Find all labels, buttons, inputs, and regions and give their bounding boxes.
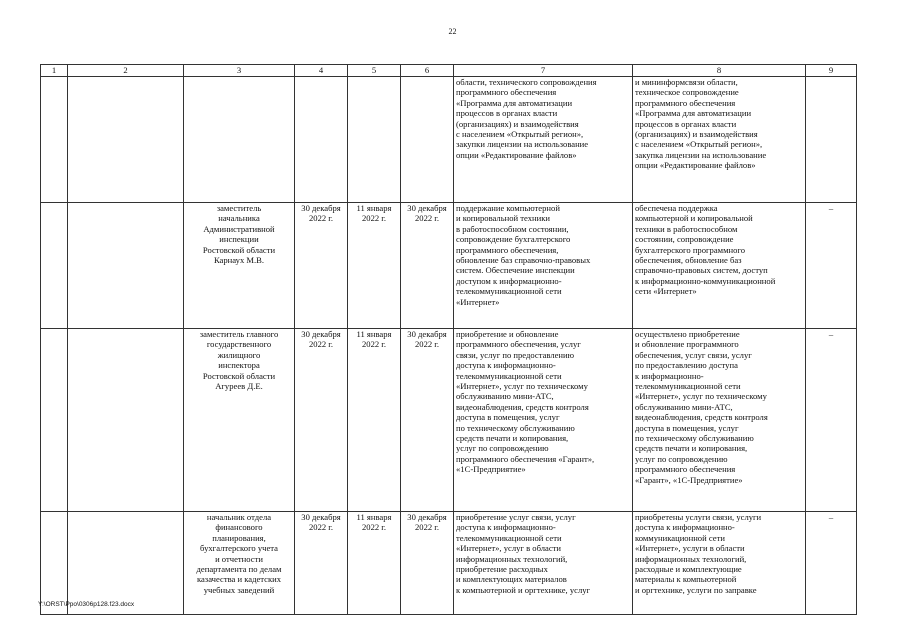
cell-line: казачества и кадетских (196, 574, 282, 585)
cell-line: обслуживанию мини-АТС, (456, 391, 554, 402)
cell-line: по техническому обслуживанию (635, 433, 754, 444)
table-cell-col5 (348, 329, 401, 512)
cell-line: обновление баз справочно-правовых (456, 255, 591, 266)
cell-line: к информационно- (635, 370, 704, 381)
cell-line: (организациях) и взаимодействия (456, 118, 579, 129)
cell-line: доступом к информационно- (456, 275, 562, 286)
table-cell-col7 (454, 329, 633, 512)
cell-line: программного обеспечения, услуг (456, 339, 581, 350)
table-cell-col7 (454, 77, 633, 203)
page-number: 22 (448, 27, 457, 36)
cell-line: приобретены услуги связи, услуги (635, 512, 762, 522)
table-row (41, 329, 857, 512)
table-cell-col9 (806, 77, 857, 203)
cell-line: государственного (206, 339, 272, 350)
table-cell-col4 (295, 203, 348, 329)
cell-line: и оргтехнике, услуги по заправке (635, 584, 757, 595)
cell-line: 2022 г. (361, 213, 387, 224)
cell-line: справочно-правовых систем, доступ (635, 265, 768, 276)
cell-line: закупка лицензии на использование (635, 149, 767, 160)
cell-line: 30 декабря (301, 203, 341, 213)
cell-line: видеонаблюдения, средств контроля (456, 401, 589, 412)
cell-line: начальник отдела (206, 512, 272, 522)
cell-line: (организациях) и взаимодействия (635, 129, 758, 140)
cell-line: и копировальной техники (456, 213, 550, 224)
table-cell-col9: – (806, 512, 857, 615)
cell-line: информационных технологий, (456, 553, 568, 564)
cell-line: 2022 г. (414, 522, 440, 533)
column-header-3: 3 (184, 65, 295, 77)
cell-line: видеонаблюдения, средств контроля (635, 412, 768, 423)
cell-line: 11 января (356, 203, 392, 213)
table-cell-col5 (348, 77, 401, 203)
table-cell-col6 (401, 77, 454, 203)
table-cell-col8 (633, 77, 806, 203)
cell-line: процессов в органах власти (456, 108, 558, 119)
cell-line: техники в работоспособном (635, 223, 738, 234)
cell-line: техническое сопровождение (635, 87, 739, 98)
cell-line: и мининформсвязи области, (635, 77, 738, 87)
cell-line: с населением «Открытый регион», (635, 139, 763, 150)
table-cell-col4 (295, 77, 348, 203)
cell-line: 30 декабря (407, 329, 447, 339)
cell-line: «Интернет» (456, 296, 500, 307)
cell-line: учебных заведений (203, 584, 275, 595)
cell-line: Административной (203, 223, 275, 234)
table-cell-col3 (184, 329, 295, 512)
cell-line: приобретение расходных (456, 564, 548, 575)
cell-line: и обновление программного (635, 339, 739, 350)
table-cell-col2 (68, 77, 184, 203)
cell-line: «Программа для автоматизации (635, 108, 752, 119)
cell-line: 30 декабря (301, 512, 341, 522)
cell-line: 2022 г. (361, 522, 387, 533)
table-cell-col6 (401, 329, 454, 512)
table-cell-col6 (401, 203, 454, 329)
table-cell-col8 (633, 203, 806, 329)
cell-line: опции «Редактирование файлов» (635, 160, 756, 171)
table-cell-col3 (184, 203, 295, 329)
cell-line: телекоммуникационной сети (635, 381, 741, 392)
table-cell-col4 (295, 512, 348, 615)
cell-line: по техническому обслуживанию (456, 422, 575, 433)
cell-line: обеспечена поддержка (635, 203, 718, 213)
table-row (41, 77, 857, 203)
table-cell-col9: – (806, 329, 857, 512)
cell-line: 2022 г. (308, 213, 334, 224)
cell-line: Ростовской области (202, 370, 276, 381)
report-table (40, 64, 857, 615)
cell-line: средств печати и копирования, (635, 443, 748, 454)
cell-line: опции «Редактирование файлов» (456, 149, 577, 160)
cell-line: доступа в помещения, услуг (635, 422, 739, 433)
cell-line: бухгалтерского учета (200, 543, 278, 554)
cell-line: финансового (215, 522, 263, 533)
cell-line: 30 декабря (407, 512, 447, 522)
cell-line: систем. Обеспечение инспекции (456, 265, 575, 276)
table-cell-col5 (348, 512, 401, 615)
table-row (41, 203, 857, 329)
cell-line: «Интернет», услуг в области (456, 543, 562, 554)
cell-line: услуг по сопровождению (635, 453, 728, 464)
table-cell-col7 (454, 203, 633, 329)
cell-line: Ростовской области (202, 244, 276, 255)
cell-line: доступа к информационно- (456, 360, 556, 371)
column-header-1: 1 (41, 65, 68, 77)
cell-line: Агуреев Д.Е. (215, 381, 263, 392)
cell-line: Карнаух М.В. (213, 255, 265, 266)
cell-line: телекоммуникационной сети (456, 370, 562, 381)
cell-line: материалы к компьютерной (635, 574, 737, 585)
cell-line: «Интернет», услуги в области (635, 543, 745, 554)
cell-line: обслуживанию мини-АТС, (635, 401, 733, 412)
cell-line: связи, услуг по предоставлению (456, 349, 575, 360)
cell-line: обеспечения, услуг связи, услуг (635, 349, 752, 360)
cell-line: программного обеспечения (456, 87, 557, 98)
cell-line: и отчетности (215, 553, 263, 564)
table-cell-col1 (41, 329, 68, 512)
column-header-8: 8 (633, 65, 806, 77)
cell-line: доступа к информационно- (456, 522, 556, 533)
cell-line: программного обеспечения (635, 97, 736, 108)
table-cell-col9: – (806, 203, 857, 329)
cell-line: поддержание компьютерной (456, 203, 560, 213)
cell-line: заместитель (216, 203, 262, 213)
cell-line: информационных технологий, (635, 553, 747, 564)
cell-line: «Интернет», услуг по техническому (635, 391, 767, 402)
cell-line: 11 января (356, 512, 392, 522)
column-header-6: 6 (401, 65, 454, 77)
column-header-9: 9 (806, 65, 857, 77)
table-cell-col8 (633, 512, 806, 615)
cell-line: к информационно-коммуникационной (635, 275, 776, 286)
column-header-2: 2 (68, 65, 184, 77)
cell-line: «1С-Предприятие» (456, 464, 526, 475)
cell-line: программного обеспечения «Гарант», (456, 453, 595, 464)
cell-line: доступа к информационно- (635, 522, 735, 533)
cell-line: 2022 г. (361, 339, 387, 350)
cell-line: коммуникационной сети (635, 532, 725, 543)
cell-line: с населением «Открытый регион», (456, 129, 584, 140)
cell-line: бухгалтерского программного (635, 244, 746, 255)
cell-line: «Гарант», «1С-Предприятие» (635, 474, 743, 485)
cell-line: жилищного (217, 349, 261, 360)
cell-line: программного обеспечения (635, 464, 736, 475)
table-cell-col4 (295, 329, 348, 512)
table-cell-col1 (41, 203, 68, 329)
cell-line: услуг по сопровождению (456, 443, 549, 454)
table-cell-col2 (68, 329, 184, 512)
header-row (41, 65, 857, 77)
cell-line: расходные и комплектующие (635, 564, 742, 575)
table-cell-col3 (184, 512, 295, 615)
cell-line: средств печати и копирования, (456, 433, 569, 444)
cell-line: начальника (218, 213, 260, 224)
cell-line: «Программа для автоматизации (456, 97, 573, 108)
cell-line: к компьютерной и оргтехнике, услуг (456, 584, 591, 595)
cell-line: 11 января (356, 329, 392, 339)
cell-line: телекоммуникационной сети (456, 286, 562, 297)
cell-line: инспектора (218, 360, 260, 371)
cell-line: «Интернет», услуг по техническому (456, 381, 588, 392)
table-cell-col6 (401, 512, 454, 615)
table-cell-col2 (68, 512, 184, 615)
cell-line: приобретение услуг связи, услуг (456, 512, 576, 522)
cell-line: департамента по делам (196, 564, 282, 575)
table-cell-col3 (184, 77, 295, 203)
cell-line: 2022 г. (414, 213, 440, 224)
table-cell-col5 (348, 203, 401, 329)
table-row (41, 512, 857, 615)
cell-line: и комплектующих материалов (456, 574, 567, 585)
cell-line: инспекции (219, 234, 259, 245)
column-header-7: 7 (454, 65, 633, 77)
table-cell-col2 (68, 203, 184, 329)
cell-line: приобретение и обновление (456, 329, 559, 339)
cell-line: 30 декабря (407, 203, 447, 213)
cell-line: компьютерной и копировальной (635, 213, 753, 224)
table-cell-col7 (454, 512, 633, 615)
cell-line: телекоммуникационной сети (456, 532, 562, 543)
column-header-5: 5 (348, 65, 401, 77)
cell-line: процессов в органах власти (635, 118, 737, 129)
cell-line: осуществлено приобретение (635, 329, 740, 339)
cell-line: программного обеспечения, (456, 244, 559, 255)
cell-line: в работоспособном состоянии, (456, 223, 569, 234)
cell-line: 2022 г. (308, 339, 334, 350)
cell-line: сети «Интернет» (635, 286, 697, 297)
table-body (41, 77, 857, 615)
cell-line: области, технического сопровождения (456, 77, 597, 87)
cell-line: 2022 г. (308, 522, 334, 533)
footer-file-path: Y:\ORST\Ppo\0306p128.f23.docx (38, 601, 135, 608)
cell-line: 30 декабря (301, 329, 341, 339)
table-cell-col1 (41, 77, 68, 203)
cell-line: планирования, (212, 532, 266, 543)
table-cell-col1 (41, 512, 68, 615)
cell-line: по предоставлению доступа (635, 360, 738, 371)
cell-line: закупки лицензии на использование (456, 139, 589, 150)
cell-line: обеспечения, обновление баз (635, 255, 742, 266)
cell-line: сопровождение бухгалтерского (456, 234, 571, 245)
cell-line: заместитель главного (199, 329, 279, 339)
cell-line: доступа в помещения, услуг (456, 412, 560, 423)
column-header-4: 4 (295, 65, 348, 77)
cell-line: 2022 г. (414, 339, 440, 350)
table-cell-col8 (633, 329, 806, 512)
cell-line: состоянии, сопровождение (635, 234, 734, 245)
